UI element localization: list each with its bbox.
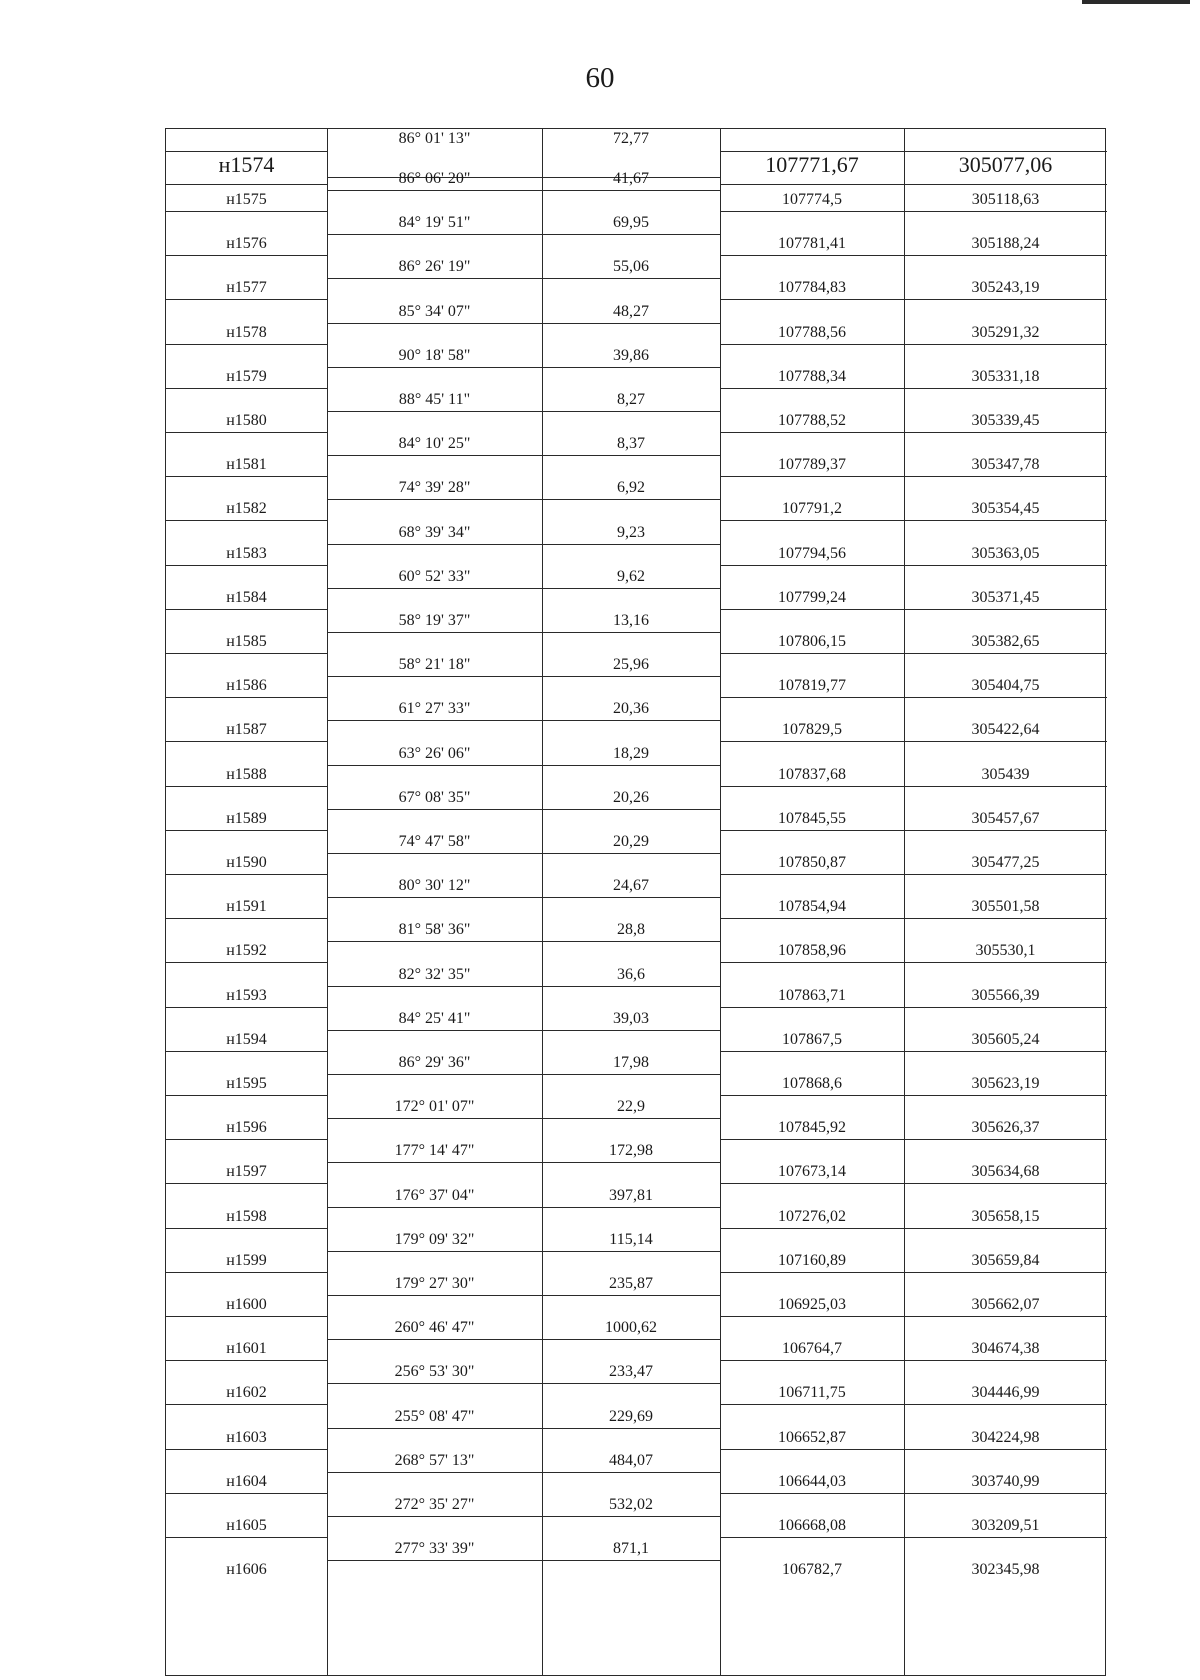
point-x: 106652,87	[778, 1428, 846, 1446]
segment-length: 8,37	[617, 435, 645, 453]
point-x: 107791,2	[782, 500, 842, 518]
row-line	[166, 388, 327, 389]
segment-length: 48,27	[613, 302, 649, 320]
segment-angle: 68° 39' 34"	[398, 523, 471, 541]
row-line	[327, 1251, 720, 1252]
row-line	[720, 184, 1107, 185]
point-x: 106925,03	[778, 1296, 846, 1313]
point-x: 107806,15	[778, 633, 846, 650]
segment-angle: 172° 01' 07"	[394, 1098, 475, 1116]
point-x: 107771,67	[765, 152, 859, 177]
row-line	[327, 1207, 720, 1208]
row-line	[327, 986, 720, 987]
page-number: 60	[585, 62, 615, 94]
point-y: 305422,64	[971, 721, 1040, 739]
point-x: 107854,94	[778, 898, 846, 916]
segment-angle: 86° 06' 20"	[398, 170, 471, 187]
point-x: 106782,7	[782, 1561, 842, 1579]
point-name: н1603	[226, 1428, 267, 1446]
segment-length: 36,6	[617, 965, 645, 983]
point-y: 305371,45	[971, 588, 1040, 606]
row-line	[720, 1272, 1107, 1273]
row-line	[720, 786, 1107, 787]
row-line	[327, 941, 720, 942]
row-line	[327, 323, 720, 324]
row-line	[327, 1295, 720, 1296]
row-line	[720, 609, 1107, 610]
point-name: н1578	[226, 323, 267, 341]
row-line	[720, 388, 1107, 389]
point-y: 305188,24	[971, 235, 1040, 253]
row-line	[327, 411, 720, 412]
row-line	[720, 697, 1107, 698]
point-name: н1605	[226, 1517, 267, 1534]
row-line	[720, 918, 1107, 919]
point-x: 107794,56	[778, 544, 846, 562]
point-name: н1587	[226, 721, 267, 739]
segment-length: 18,29	[613, 744, 649, 762]
point-x: 107867,5	[782, 1030, 842, 1048]
row-line	[327, 1383, 720, 1384]
point-name: н1575	[226, 191, 267, 208]
segment-length: 8,27	[617, 391, 645, 408]
point-name: н1596	[226, 1119, 267, 1137]
row-line	[720, 255, 1107, 256]
row-line	[166, 1095, 327, 1096]
segment-length: 17,98	[613, 1054, 649, 1071]
point-name: н1597	[226, 1163, 267, 1181]
segment-angle: 61° 27' 33"	[398, 700, 471, 718]
point-x: 107788,52	[778, 412, 846, 429]
row-line	[327, 720, 720, 721]
segment-length: 229,69	[609, 1407, 653, 1425]
row-line	[166, 255, 327, 256]
row-line	[327, 1074, 720, 1075]
row-line	[166, 1228, 327, 1229]
segment-length: 25,96	[613, 656, 649, 674]
row-line	[166, 1404, 327, 1405]
row-line	[166, 1360, 327, 1361]
point-name: н1593	[226, 986, 267, 1004]
segment-length: 6,92	[617, 479, 645, 497]
row-line	[166, 299, 327, 300]
point-y: 305243,19	[971, 279, 1040, 297]
segment-length: 20,29	[613, 833, 649, 850]
row-line	[327, 632, 720, 633]
segment-length: 9,62	[617, 567, 645, 585]
segment-length: 39,03	[613, 1009, 649, 1027]
point-x: 107868,6	[782, 1075, 842, 1092]
row-line	[166, 1183, 327, 1184]
row-line	[166, 1449, 327, 1450]
segment-angle: 256° 53' 30"	[394, 1363, 475, 1381]
row-line	[720, 653, 1107, 654]
segment-length: 41,67	[613, 170, 649, 187]
point-y: 305662,07	[971, 1296, 1040, 1313]
point-name: н1600	[226, 1296, 267, 1313]
point-x: 107276,02	[778, 1207, 846, 1225]
point-y: 302345,98	[971, 1561, 1040, 1579]
segment-angle: 74° 39' 28"	[398, 479, 471, 497]
point-name: н1601	[226, 1340, 267, 1358]
point-y: 305439	[981, 765, 1030, 783]
row-line	[720, 565, 1107, 566]
row-line	[720, 1537, 1107, 1538]
point-name: н1589	[226, 809, 267, 827]
point-name: н1586	[226, 677, 267, 695]
row-line	[166, 476, 327, 477]
segment-length: 871,1	[613, 1540, 649, 1558]
segment-length: 22,9	[617, 1098, 645, 1116]
segment-angle: 272° 35' 27"	[394, 1496, 475, 1513]
point-y: 304674,38	[971, 1340, 1040, 1358]
point-y: 305659,84	[971, 1251, 1040, 1269]
row-line	[166, 565, 327, 566]
row-line	[166, 1316, 327, 1317]
point-y: 305530,1	[975, 942, 1036, 960]
segment-angle: 58° 19' 37"	[398, 612, 471, 629]
row-line	[327, 1162, 720, 1163]
point-y: 305501,58	[971, 898, 1040, 916]
row-line	[327, 544, 720, 545]
point-x: 107845,92	[778, 1119, 846, 1137]
segment-angle: 86° 29' 36"	[398, 1054, 471, 1071]
row-line	[166, 741, 327, 742]
row-line	[327, 1030, 720, 1031]
row-line	[166, 786, 327, 787]
row-line	[166, 344, 327, 345]
segment-angle: 277° 33' 39"	[394, 1540, 475, 1558]
point-name: н1585	[226, 633, 267, 650]
segment-angle: 260° 46' 47"	[394, 1319, 475, 1337]
segment-length: 233,47	[609, 1363, 653, 1381]
point-x: 107781,41	[778, 235, 846, 253]
point-name: н1576	[226, 235, 267, 253]
point-y: 305291,32	[971, 323, 1040, 341]
segment-angle: 60° 52' 33"	[398, 567, 471, 585]
point-x: 107673,14	[778, 1163, 846, 1181]
point-x: 107829,5	[782, 721, 842, 739]
segment-angle: 85° 34' 07"	[398, 302, 471, 320]
point-x: 106711,75	[778, 1384, 846, 1402]
point-x: 107788,56	[778, 323, 846, 341]
point-name: н1590	[226, 854, 267, 871]
segment-length: 532,02	[609, 1496, 653, 1513]
row-line	[720, 1404, 1107, 1405]
row-line	[327, 455, 720, 456]
row-line	[327, 588, 720, 589]
row-line	[720, 1493, 1107, 1494]
point-x: 107850,87	[778, 854, 846, 871]
row-line	[166, 211, 327, 212]
point-y: 305623,19	[971, 1075, 1040, 1092]
row-line	[720, 962, 1107, 963]
row-line	[166, 1139, 327, 1140]
segment-angle: 80° 30' 12"	[398, 877, 471, 895]
row-line	[720, 741, 1107, 742]
segment-angle: 84° 10' 25"	[398, 435, 471, 453]
point-y: 305634,68	[971, 1163, 1040, 1181]
point-x: 107837,68	[778, 765, 846, 783]
row-line	[327, 853, 720, 854]
point-name: н1583	[226, 544, 267, 562]
point-y: 304446,99	[971, 1384, 1040, 1402]
segment-length: 20,26	[613, 788, 649, 806]
row-line	[720, 520, 1107, 521]
segment-angle: 67° 08' 35"	[398, 788, 471, 806]
segment-angle: 90° 18' 58"	[398, 346, 471, 364]
point-name: н1577	[226, 279, 267, 297]
point-name: н1598	[226, 1207, 267, 1225]
point-y: 305404,75	[971, 677, 1040, 695]
row-line	[720, 1316, 1107, 1317]
point-y: 305077,06	[958, 152, 1053, 177]
segment-length: 1000,62	[605, 1319, 657, 1337]
segment-length: 72,77	[613, 130, 649, 147]
row-line	[720, 1449, 1107, 1450]
point-name: н1579	[226, 367, 267, 385]
segment-angle: 81° 58' 36"	[398, 921, 471, 939]
row-line	[327, 809, 720, 810]
row-line	[327, 1339, 720, 1340]
segment-angle: 86° 26' 19"	[398, 258, 471, 276]
point-name: н1584	[226, 588, 267, 606]
row-line	[327, 234, 720, 235]
point-y: 305626,37	[971, 1119, 1040, 1137]
segment-angle: 176° 37' 04"	[394, 1186, 475, 1204]
row-line	[720, 476, 1107, 477]
point-y: 305382,65	[971, 633, 1040, 650]
row-line	[327, 1516, 720, 1517]
point-y: 305331,18	[971, 367, 1040, 385]
point-x: 106764,7	[782, 1340, 842, 1358]
point-x: 106644,03	[778, 1472, 846, 1490]
row-line	[327, 190, 720, 191]
segment-length: 235,87	[609, 1275, 653, 1292]
segment-angle: 179° 09' 32"	[394, 1230, 475, 1248]
point-y: 305118,63	[971, 191, 1040, 208]
segment-length: 9,23	[617, 523, 645, 541]
row-line	[327, 278, 720, 279]
row-line	[166, 697, 327, 698]
row-line	[327, 897, 720, 898]
row-line	[327, 765, 720, 766]
segment-length: 13,16	[613, 612, 649, 629]
point-y: 303740,99	[971, 1472, 1040, 1490]
point-y: 305354,45	[971, 500, 1040, 518]
point-x: 107819,77	[778, 677, 846, 695]
point-x: 107789,37	[778, 456, 846, 474]
point-name: н1604	[226, 1472, 267, 1490]
row-line	[327, 367, 720, 368]
segment-angle: 82° 32' 35"	[398, 965, 471, 983]
segment-length: 484,07	[609, 1451, 653, 1469]
point-name: н1574	[218, 152, 275, 177]
point-x: 107784,83	[778, 279, 846, 297]
segment-length: 69,95	[613, 214, 649, 232]
segment-length: 115,14	[609, 1230, 653, 1248]
row-line	[166, 830, 327, 831]
row-line	[166, 432, 327, 433]
row-line	[720, 1051, 1107, 1052]
point-name: н1592	[226, 942, 267, 960]
row-line	[327, 499, 720, 500]
row-line	[720, 344, 1107, 345]
point-x: 107160,89	[778, 1251, 846, 1269]
row-line	[720, 432, 1107, 433]
segment-angle: 84° 25' 41"	[398, 1009, 471, 1027]
point-x: 107788,34	[778, 367, 846, 385]
point-x: 107845,55	[778, 809, 846, 827]
row-line	[720, 299, 1107, 300]
row-line	[166, 1007, 327, 1008]
row-line	[166, 874, 327, 875]
row-line	[327, 676, 720, 677]
point-x: 107774,5	[782, 191, 842, 208]
row-line	[720, 1360, 1107, 1361]
row-line	[327, 1560, 720, 1561]
point-x: 106668,08	[778, 1517, 846, 1534]
segment-length: 39,86	[613, 346, 649, 364]
segment-angle: 255° 08' 47"	[394, 1407, 475, 1425]
segment-angle: 177° 14' 47"	[394, 1142, 475, 1160]
point-y: 305347,78	[971, 456, 1040, 474]
point-y: 305605,24	[971, 1030, 1040, 1048]
row-line	[166, 184, 327, 185]
row-line	[327, 1428, 720, 1429]
row-line	[166, 1051, 327, 1052]
point-name: н1606	[226, 1561, 267, 1579]
segment-length: 28,8	[617, 921, 645, 939]
point-x: 107858,96	[778, 942, 846, 960]
segment-angle: 74° 47' 58"	[398, 833, 471, 850]
segment-angle: 84° 19' 51"	[398, 214, 471, 232]
segment-angle: 58° 21' 18"	[398, 656, 471, 674]
point-name: н1602	[226, 1384, 267, 1402]
point-x: 107863,71	[778, 986, 846, 1004]
row-line	[166, 653, 327, 654]
segment-length: 24,67	[613, 877, 649, 895]
row-line	[720, 830, 1107, 831]
point-name: н1595	[226, 1075, 267, 1092]
row-line	[720, 1139, 1107, 1140]
row-line	[166, 1272, 327, 1273]
point-y: 303209,51	[971, 1517, 1040, 1534]
point-name: н1582	[226, 500, 267, 518]
row-line	[327, 1472, 720, 1473]
point-name: н1594	[226, 1030, 267, 1048]
point-y: 305658,15	[971, 1207, 1040, 1225]
point-name: н1580	[226, 412, 267, 429]
row-line	[327, 1118, 720, 1119]
segment-length: 172,98	[609, 1142, 653, 1160]
row-line	[166, 1537, 327, 1538]
row-line	[166, 520, 327, 521]
row-line	[166, 918, 327, 919]
row-line	[720, 1095, 1107, 1096]
segment-angle: 63° 26' 06"	[398, 744, 471, 762]
row-line	[720, 874, 1107, 875]
row-line	[720, 211, 1107, 212]
row-line	[166, 1493, 327, 1494]
point-y: 305566,39	[971, 986, 1040, 1004]
segment-angle: 268° 57' 13"	[394, 1451, 475, 1469]
point-y: 305457,67	[971, 809, 1040, 827]
segment-length: 397,81	[609, 1186, 653, 1204]
row-line	[166, 609, 327, 610]
point-name: н1588	[226, 765, 267, 783]
segment-angle: 88° 45' 11"	[398, 391, 471, 408]
segment-length: 55,06	[613, 258, 649, 276]
row-line	[720, 1007, 1107, 1008]
point-name: н1591	[226, 898, 267, 916]
segment-length: 20,36	[613, 700, 649, 718]
point-name: н1581	[226, 456, 267, 474]
point-x: 107799,24	[778, 588, 846, 606]
point-y: 305363,05	[971, 544, 1040, 562]
point-y: 305477,25	[971, 854, 1040, 871]
point-y: 304224,98	[971, 1428, 1040, 1446]
row-line	[720, 1183, 1107, 1184]
point-y: 305339,45	[971, 412, 1040, 429]
row-line	[166, 962, 327, 963]
row-line	[720, 1228, 1107, 1229]
scan-edge-mark	[1082, 0, 1190, 4]
segment-angle: 86° 01' 13"	[398, 130, 471, 147]
point-name: н1599	[226, 1251, 267, 1269]
coordinates-table	[165, 128, 1106, 1676]
segment-angle: 179° 27' 30"	[394, 1275, 475, 1292]
